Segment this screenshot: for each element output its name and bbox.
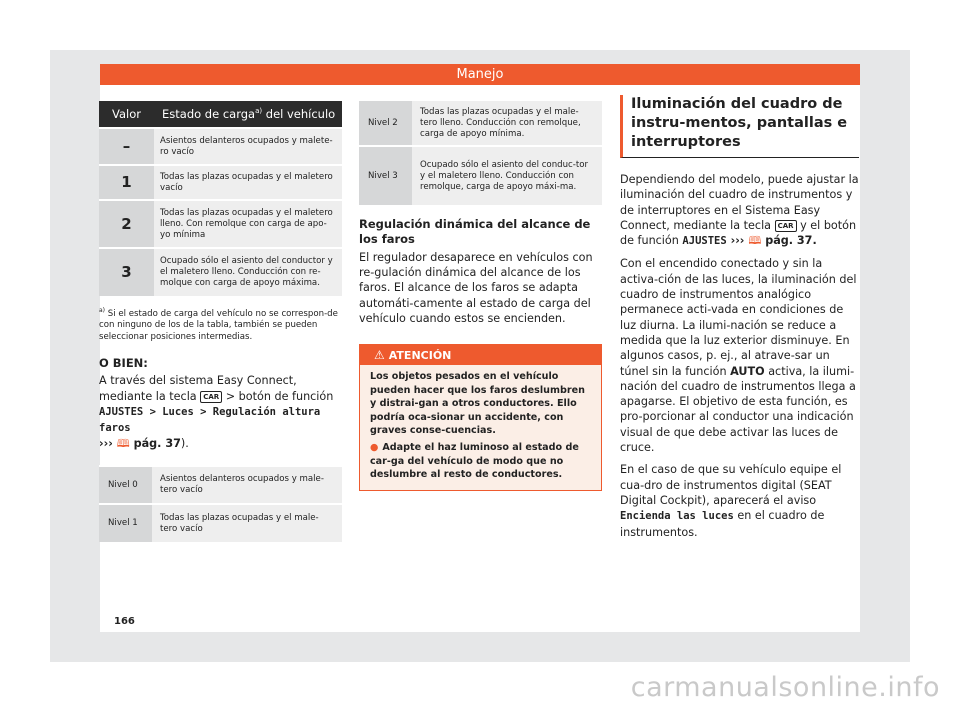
level-table [99,465,342,542]
level-label: Nivel 1 [99,504,152,542]
left-column [99,101,342,542]
level-description: Todas las plazas ocupadas y el male-tero lleno. Conducción con remolque, carga de apoyo mínima. [412,100,602,146]
footnote-ref: a) [255,107,263,116]
load-description: Asientos delanteros ocupados y malete-ro vacío [154,128,342,165]
page-reference-link[interactable]: pág. 37 [129,437,181,451]
car-key-icon: CAR [775,220,797,232]
table-row [99,165,342,200]
paragraph-text: Con el encendido conectado y sin la activa-ción de las luces, la iluminación del cuadro de instrumentos analógico permanece acti-vada en condiciones de luz diurna. La ilumi-nación se reduce a medida que la luz exterior disminuye. En algunos casos, p. ej., al atrave-sar un túnel sin la función [620,257,857,378]
bullet-icon: ● [370,441,379,453]
warning-bullet [370,441,591,482]
regulation-heading: Regulación dinámica del alcance de los faros [359,217,591,246]
load-value: 3 [99,248,154,296]
load-state-table [99,101,342,296]
paragraph-text: > botón de función [222,389,334,403]
auto-key-icon: AUTO [730,364,765,378]
paragraph-text: activa, la ilumi-nación del cuadro de instrumentos llega a apagarse. El objetivo de esta función, es pro-porcionar al conductor una indicación visual de que debe activar las luces de cruce. [620,364,856,455]
warning-bullet-text: Adapte el haz luminoso al estado de car-ga del vehículo de modo que no deslumbre al resto de conductores. [370,441,579,481]
load-value: 2 [99,200,154,248]
illumination-paragraph-1 [620,172,860,249]
easy-connect-paragraph [99,373,342,451]
paragraph-text: En el caso de que su vehículo equipe el cua-dro de instrumentos digital (SEAT Digital Cockpit), aparecerá el aviso [620,463,842,507]
column-header-state-tail: del vehículo [262,107,336,121]
table-row [99,128,342,165]
load-value: – [99,128,154,165]
footnote [99,305,342,343]
regulation-text: El regulador desaparece en vehículos con re-gulación dinámica del alcance de los faros. El alcance de los faros se adapta automáti-camente al estado de carga del vehículo cuando estos se encienden. [359,251,593,325]
right-column [620,95,860,540]
column-header-state-text: Estado de carga [162,107,256,121]
level-label: Nivel 3 [359,146,412,205]
function-path: AJUSTES > Luces > Regulación altura faros [99,405,321,434]
function-name: AJUSTES [682,235,727,248]
warning-triangle-icon: ⚠ [374,348,385,363]
paragraph-text: y el botón de función [620,218,857,248]
table-row [359,146,602,205]
level-description: Todas las plazas ocupadas y el male-tero vacío [152,504,342,542]
table-row [99,504,342,542]
level-description: Asientos delanteros ocupados y male-tero vacío [152,466,342,504]
book-reference-icon[interactable]: 🕮 [116,437,130,451]
dashboard-message: Encienda las luces [620,510,734,523]
book-reference-icon[interactable]: 🕮 [748,234,762,248]
load-description: Todas las plazas ocupadas y el maletero vacío [154,165,342,200]
page-number: 166 [114,616,135,627]
level-table [359,99,602,205]
watermark: carmanualsonline.info [630,672,940,703]
paragraph-text: Dependiendo del modelo, puede ajustar la iluminación del cuadro de instrumentos y de interruptores en el Sistema Easy Connect, mediante la tecla [620,173,859,232]
footnote-marker: a) [99,307,106,314]
paragraph-text: A través del sistema Easy Connect, mediante la tecla [99,374,297,403]
illumination-paragraph-3 [620,462,860,539]
table-row [99,200,342,248]
reference-arrow: ››› [99,437,117,451]
warning-title: ATENCIÓN [388,349,452,363]
paragraph-text: en el cuadro de instrumentos. [620,509,825,539]
warning-box [359,344,602,491]
illumination-paragraph-2 [620,256,860,455]
table-row [359,100,602,146]
paragraph-text: ). [180,437,189,451]
warning-header [360,345,601,365]
column-header-state [154,101,342,128]
reference-arrow: ››› [726,234,749,248]
warning-body [360,365,601,490]
load-description: Ocupado sólo el asiento del conductor y el maletero lleno. Conducción con re-molque con carga de apoyo máxima. [154,248,342,296]
section-title-box [620,95,859,158]
obien-heading: O BIEN: [99,356,148,371]
level-label: Nivel 0 [99,466,152,504]
footnote-text: Si el estado de carga del vehículo no se correspon-de con ninguno de los de la tabla, también se pueden seleccionar posiciones intermedias. [99,308,338,342]
warning-text: Los objetos pesados en el vehículo pueden hacer que los faros deslumbren y distrai-gan a otros conductores. Ello podría oca-sionar un accidente, con graves conse-cuencias. [370,371,585,437]
table-row [99,248,342,296]
section-header: Manejo [100,64,860,85]
level-description: Ocupado sólo el asiento del conduc-tor y el maletero lleno. Conducción con remolque, carga de apoyo máxi-ma. [412,146,602,205]
level-label: Nivel 2 [359,100,412,146]
car-key-icon: CAR [200,391,222,403]
load-value: 1 [99,165,154,200]
load-description: Todas las plazas ocupadas y el maletero lleno. Con remolque con carga de apo-yo mínima [154,200,342,248]
column-header-value: Valor [99,101,154,128]
table-row [99,466,342,504]
page-reference-link[interactable]: pág. 37. [761,234,817,248]
middle-column [359,101,602,491]
section-title: Iluminación del cuadro de instru-mentos, pantallas e interruptores [631,96,848,150]
